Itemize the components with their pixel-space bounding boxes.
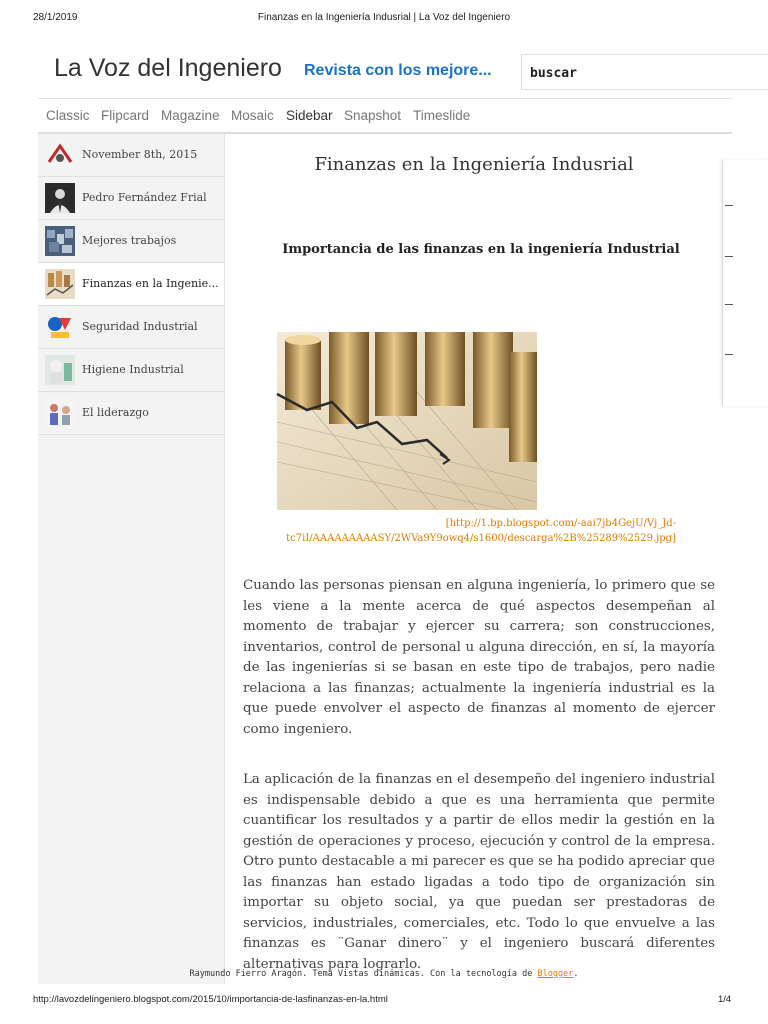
image-source-link[interactable]: [http://1.bp.blogspot.com/-aai7jb4GejU/Vj_Jd-tc7iI/AAAAAAAAASY/2WVa9Y9owq4/s1600/descarga%2B%25289%2529.jpg] [286, 518, 676, 544]
post-content [226, 134, 722, 984]
sidebar-item-finanzas[interactable] [38, 263, 224, 306]
credit-end: . [573, 969, 579, 979]
tab-classic[interactable]: Classic [46, 108, 90, 123]
preview-line [725, 354, 733, 355]
post-paragraph: Cuando las personas piensan en alguna ingeniería, lo primero que se les viene a la mente acerca de qué aspectos desempeñan al momento de trabajar y ejercer su carrera; son construcciones, inventarios, control de personal u alguna dirección, en sí, la mayoría de las ingenierías si se basan en este tipo de trabajos, pero nadie relaciona a las finanzas; actualmente la ingeniería industrial es la que puede envolver el aspecto de finanzas al momento de ejercer como ingeniero. [243, 578, 715, 737]
sidebar-item-label: Mejores trabajos [82, 234, 177, 247]
tab-flipcard[interactable]: Flipcard [101, 108, 150, 123]
next-post-preview[interactable] [722, 160, 768, 406]
footer-credit [0, 969, 768, 979]
sidebar-item-label: Finanzas en la Ingenie... [82, 277, 219, 290]
post-paragraph: La aplicación de la finanzas en el desempeño del ingeniero industrial es indispensable debido a que es una herramienta que permite cuantificar los resultados y a partir de ellos medir la gestión en la gestión de operaciones y proceso, ejecución y control de la empresa. Otro punto destacable a mi parecer es que se ha podido apreciar que las finanzas han estado ligadas a todo tipo de organización sin importar su objeto social, ya que puedan ser prestadoras de servicios, industriales, comerciales, etc. Todo lo que envuelve a las finanzas es ¨Ganar dinero¨ y el ingeniero buscará diferentes alternativas para lograrlo. [243, 772, 715, 972]
preview-line [725, 205, 733, 206]
post-title: Finanzas en la Ingeniería Indusrial [314, 154, 634, 175]
sidebar-item-label: November 8th, 2015 [82, 148, 198, 161]
preview-line [725, 304, 733, 305]
tab-magazine[interactable]: Magazine [161, 108, 220, 123]
post-thumbnail [45, 183, 75, 213]
tab-mosaic[interactable]: Mosaic [231, 108, 274, 123]
sidebar-item-mejores[interactable] [38, 220, 224, 263]
tab-snapshot[interactable]: Snapshot [344, 108, 402, 123]
post-thumbnail [45, 355, 75, 385]
tab-sidebar[interactable]: Sidebar [286, 108, 333, 123]
view-tabs [38, 98, 732, 134]
site-description: Revista con los mejore... [304, 62, 492, 79]
sidebar-item-label: Seguridad Industrial [82, 320, 198, 333]
site-title[interactable]: La Voz del Ingeniero [54, 54, 282, 82]
post-thumbnail [45, 140, 75, 170]
post-image[interactable] [277, 332, 537, 510]
blog-header [0, 50, 768, 90]
search-box [521, 54, 768, 90]
print-page-number: 1/4 [718, 994, 732, 1005]
sidebar-item-seguridad[interactable] [38, 306, 224, 349]
sidebar-item-label: Higiene Industrial [82, 363, 184, 376]
credit-text: Raymundo Fierro Aragón. Tema Vistas dinámicas. Con la tecnología de [189, 969, 538, 979]
sidebar-item-liderazgo[interactable] [38, 392, 224, 435]
post-subheading: Importancia de las finanzas en la ingeniería Industrial [282, 242, 680, 257]
post-thumbnail [45, 398, 75, 428]
post-thumbnail [45, 269, 75, 299]
sidebar-item-november[interactable] [38, 134, 224, 177]
print-date: 28/1/2019 [33, 12, 78, 23]
sidebar-item-label: Pedro Fernández Frial [82, 191, 207, 204]
sidebar-item-pedro[interactable] [38, 177, 224, 220]
tab-timeslide[interactable]: Timeslide [413, 108, 471, 123]
print-title: Finanzas en la Ingeniería Indusrial | La Voz del Ingeniero [257, 12, 511, 23]
preview-line [725, 256, 733, 257]
sidebar-item-label: El liderazgo [82, 406, 149, 419]
print-url: http://lavozdelingeniero.blogspot.com/2015/10/importancia-de-lasfinanzas-en-la.html [33, 994, 388, 1005]
sidebar-item-higiene[interactable] [38, 349, 224, 392]
search-input[interactable] [528, 57, 732, 89]
post-thumbnail [45, 226, 75, 256]
post-list-sidebar [38, 134, 225, 984]
blogger-link[interactable]: Blogger [537, 969, 574, 979]
post-thumbnail [45, 312, 75, 342]
